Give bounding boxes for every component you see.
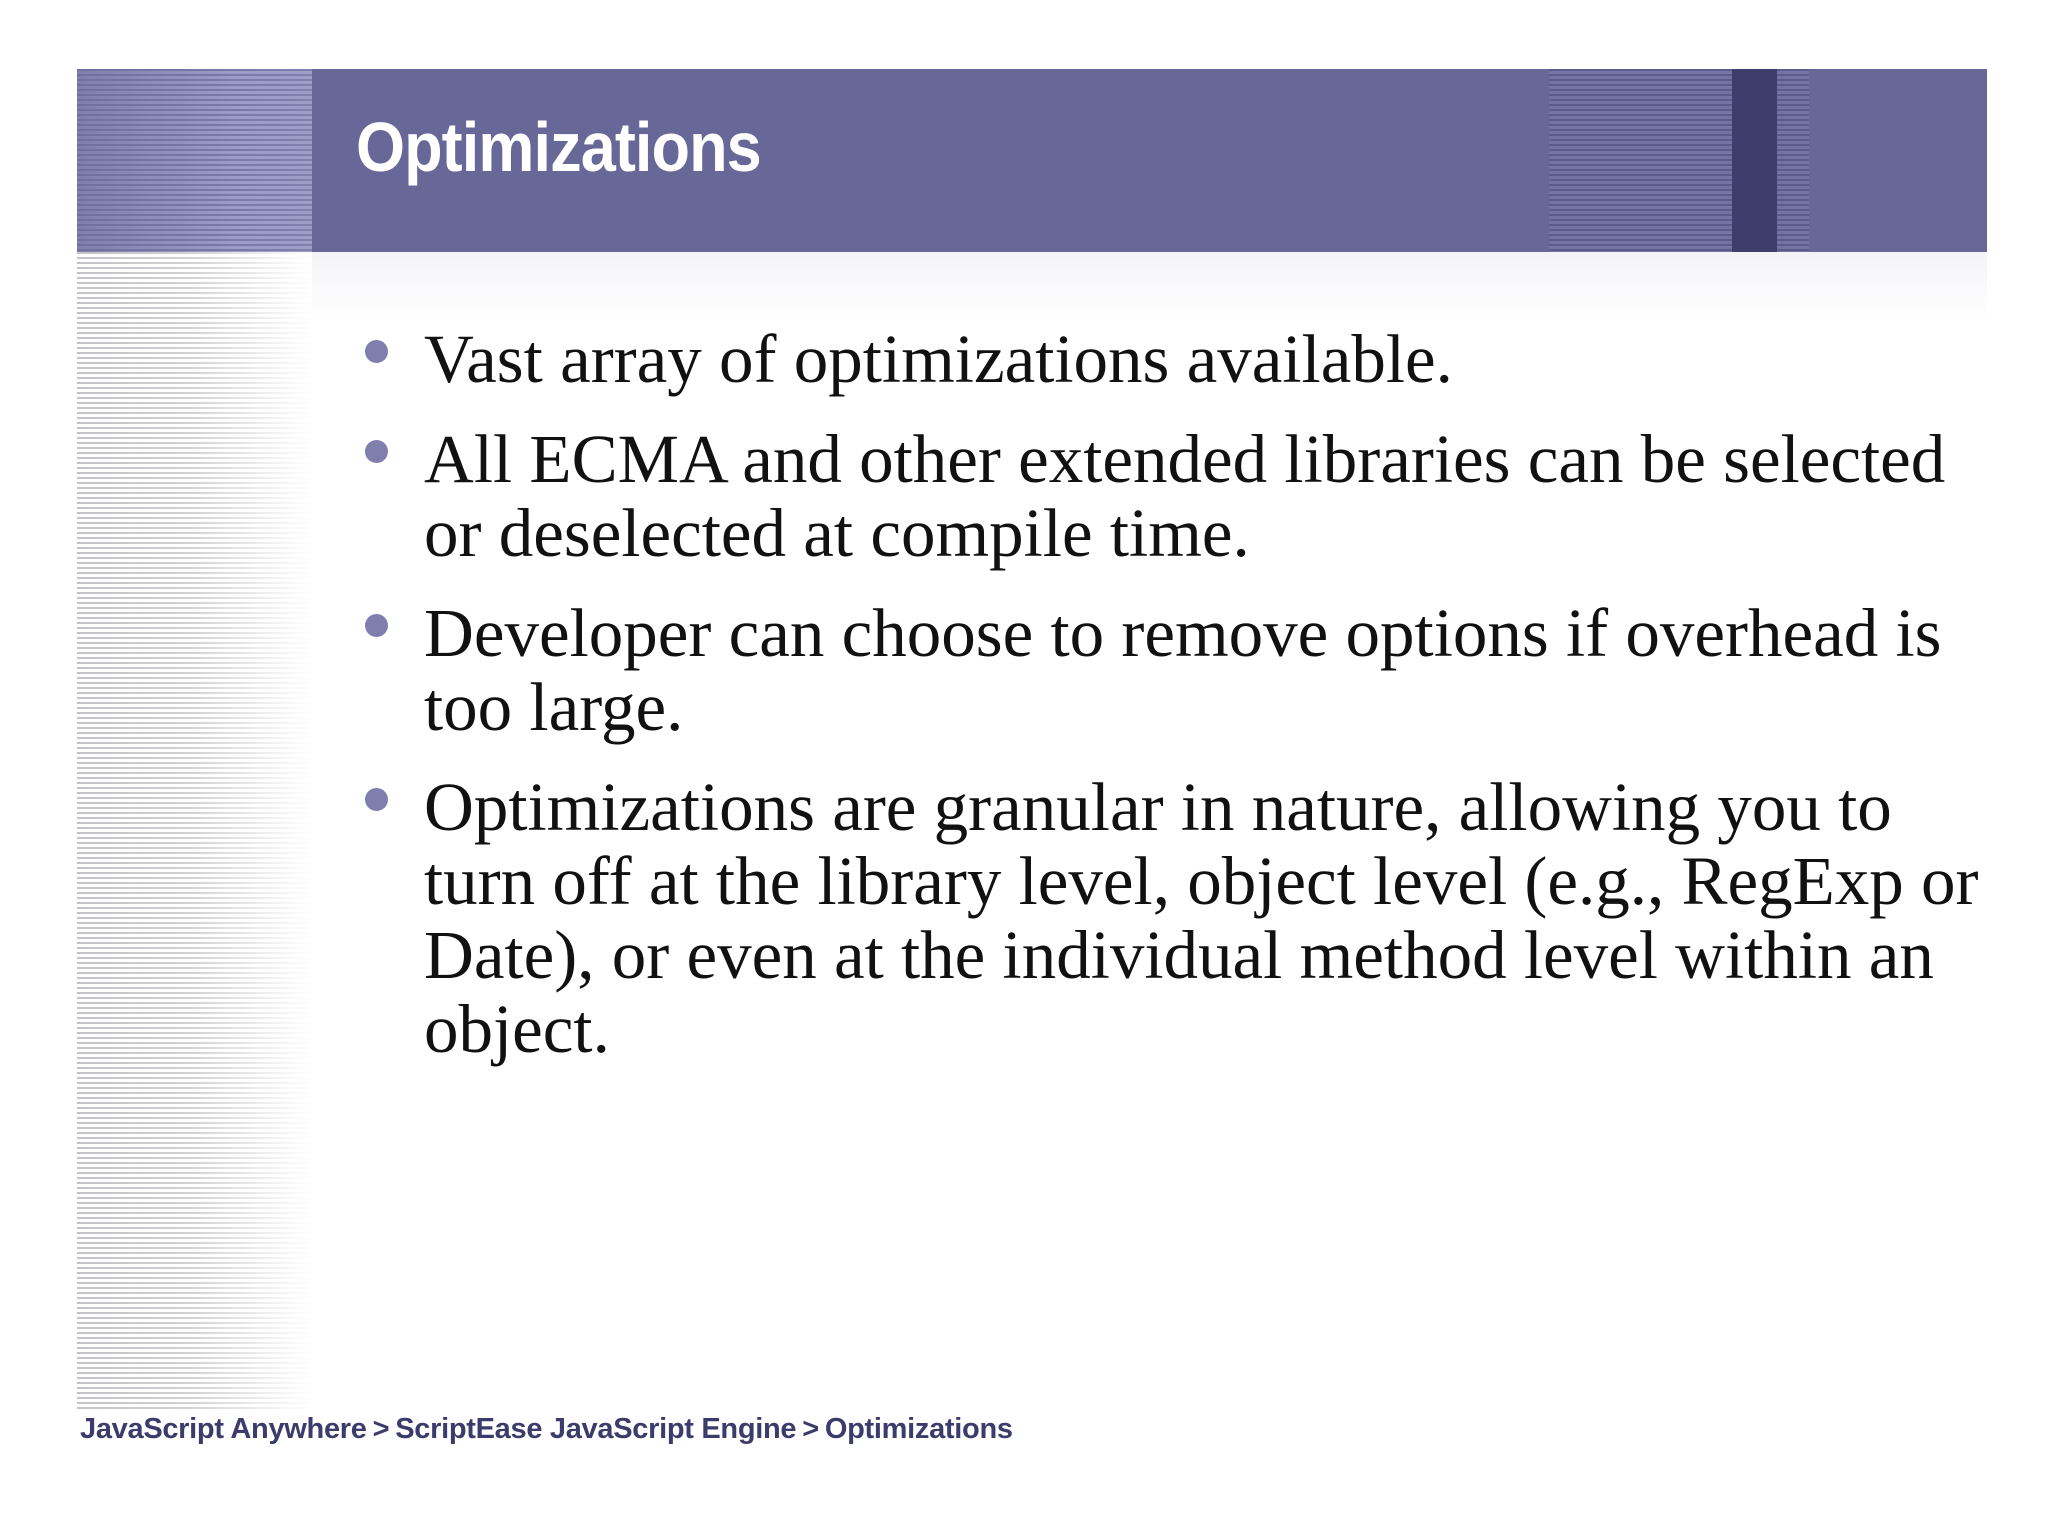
breadcrumb-item: ScriptEase JavaScript Engine <box>395 1413 797 1445</box>
breadcrumb-item: JavaScript Anywhere <box>80 1413 367 1445</box>
left-stripe-decoration <box>77 252 312 1412</box>
breadcrumb-item: Optimizations <box>824 1413 1013 1445</box>
under-header-band <box>312 252 1987 322</box>
bullet-text: All ECMA and other extended libraries can be selected or deselected at compile time. <box>424 421 1946 571</box>
title-bar-left-block <box>77 69 312 252</box>
bullet-dot-icon <box>365 340 388 363</box>
bullet-dot-icon <box>365 788 388 811</box>
bullet-text: Vast array of optimizations available. <box>424 321 1453 397</box>
slide-title: Optimizations <box>356 108 761 186</box>
bullet-item <box>365 322 1985 396</box>
bullet-item <box>365 596 1985 744</box>
bullet-item <box>365 422 1985 570</box>
title-bar-dark-accent <box>1732 69 1777 252</box>
bullet-text: Optimizations are granular in nature, allowing you to turn off at the library level, object level (e.g., RegExp or Date), or even at the individual method level within an object. <box>424 769 1979 1067</box>
bullet-dot-icon <box>365 440 388 463</box>
breadcrumb-separator: > <box>802 1413 819 1445</box>
breadcrumb-separator: > <box>372 1413 390 1445</box>
bullet-text: Developer can choose to remove options if overhead is too large. <box>424 595 1942 745</box>
footer-breadcrumb <box>80 1413 1013 1446</box>
bullet-item <box>365 770 1985 1066</box>
bullet-list <box>365 322 1985 1092</box>
bullet-dot-icon <box>365 614 388 637</box>
